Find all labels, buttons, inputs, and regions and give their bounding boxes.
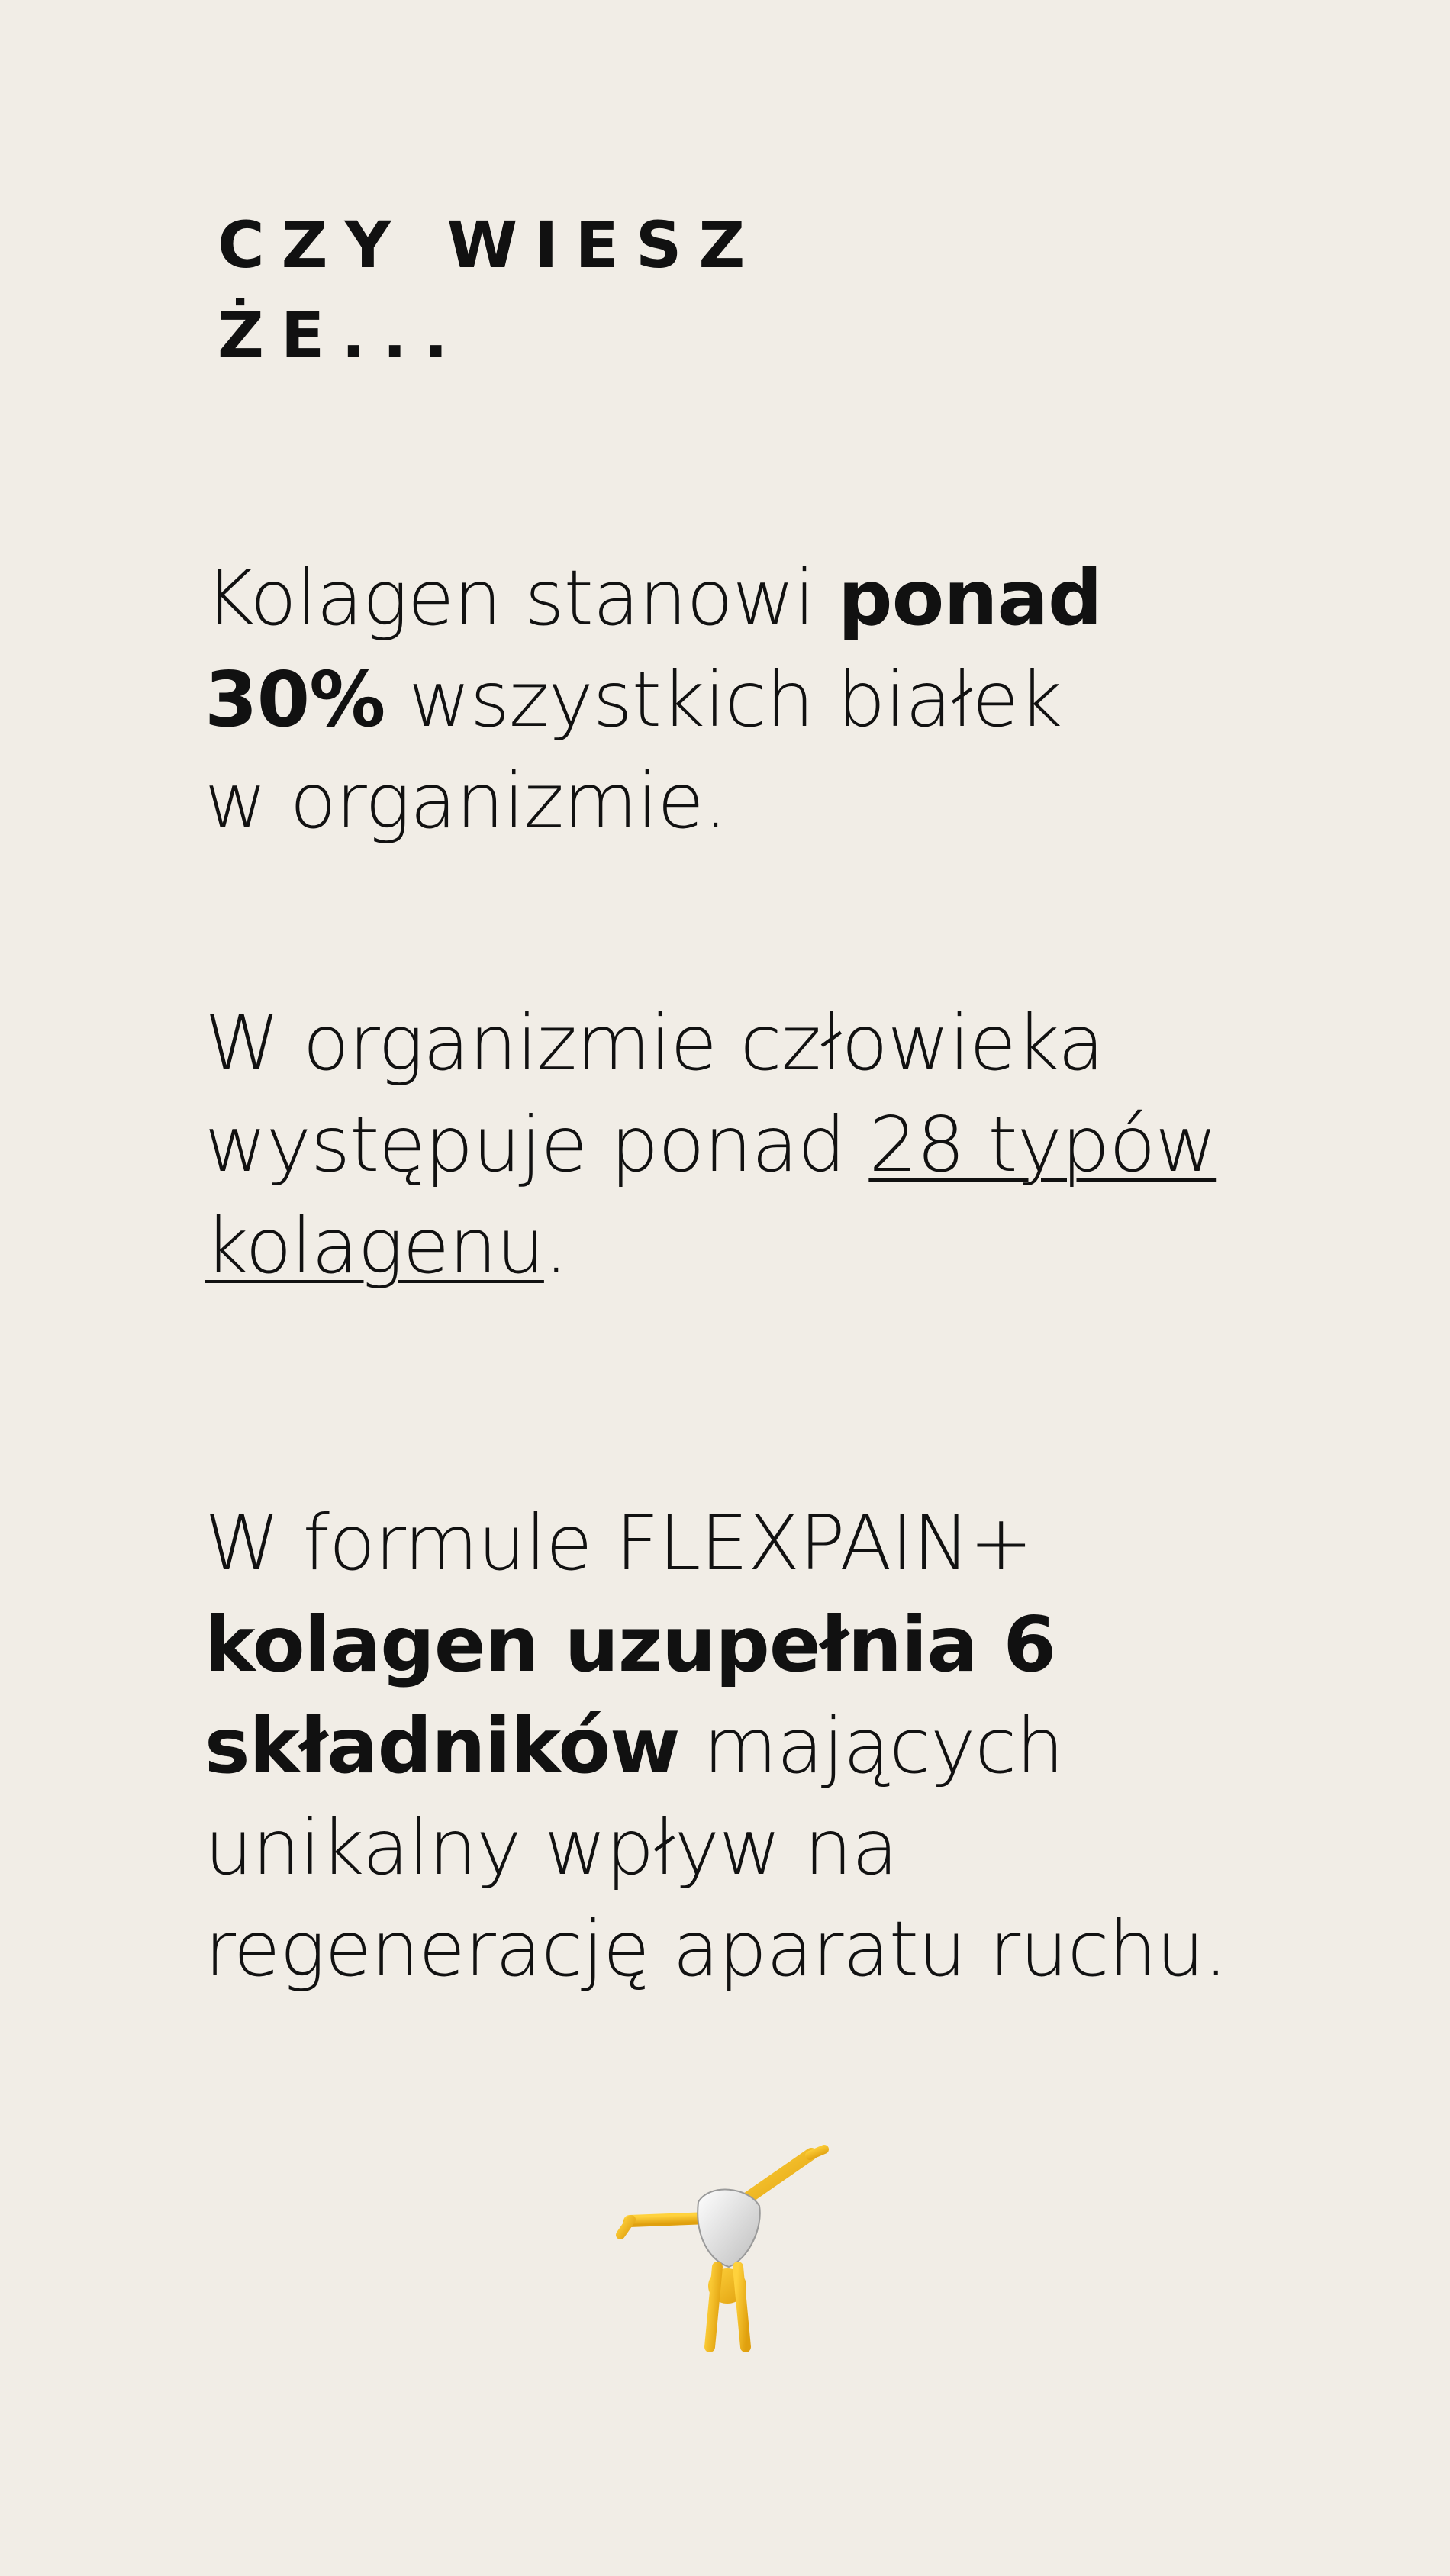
fact2-period: .	[543, 1201, 568, 1291]
fact2-line-1: W organizmie człowieka	[205, 998, 1104, 1088]
fact1-bold-ponad: ponad	[838, 553, 1102, 643]
fact-collagen-percentage	[205, 547, 1334, 852]
fact1-line-1	[205, 547, 1334, 649]
fact1-bold-percent: 30%	[205, 655, 385, 744]
fact1-line-2	[205, 649, 1334, 750]
cartwheel-person-icon	[614, 2145, 836, 2366]
fact3-bold-ingredients: składników	[205, 1701, 680, 1791]
fact2-underline-collagen: kolagenu	[205, 1201, 544, 1291]
fact3-line-1: W formule FLEXPAIN+	[205, 1498, 1033, 1588]
fact3-line-2	[205, 1594, 1334, 1695]
fact2-line-3	[205, 1195, 1334, 1297]
fact3-line-5: regenerację aparatu ruchu.	[205, 1904, 1228, 1994]
fact-flexpain-formula	[205, 1492, 1334, 2000]
fact1-text-a: Kolagen stanowi	[205, 553, 839, 643]
fact-collagen-types	[205, 992, 1334, 1297]
fact2-underline-types: 28 typów	[868, 1100, 1217, 1189]
fact3-text-d: mających	[679, 1701, 1064, 1791]
fact3-line-3	[205, 1695, 1334, 1797]
fact3-line-4: unikalny wpływ na	[205, 1803, 898, 1892]
fact1-line-3: w organizmie.	[205, 756, 727, 846]
fact2-line-2	[205, 1094, 1334, 1195]
title-line-1: CZY WIESZ	[218, 208, 762, 282]
fact3-bold-supplements: kolagen uzupełnia 6	[205, 1600, 1056, 1689]
fact1-text-d: wszystkich białek	[385, 655, 1062, 744]
page-title	[218, 200, 981, 380]
fact2-text-b: występuje ponad	[205, 1100, 869, 1189]
title-line-2: ŻE...	[218, 298, 466, 372]
